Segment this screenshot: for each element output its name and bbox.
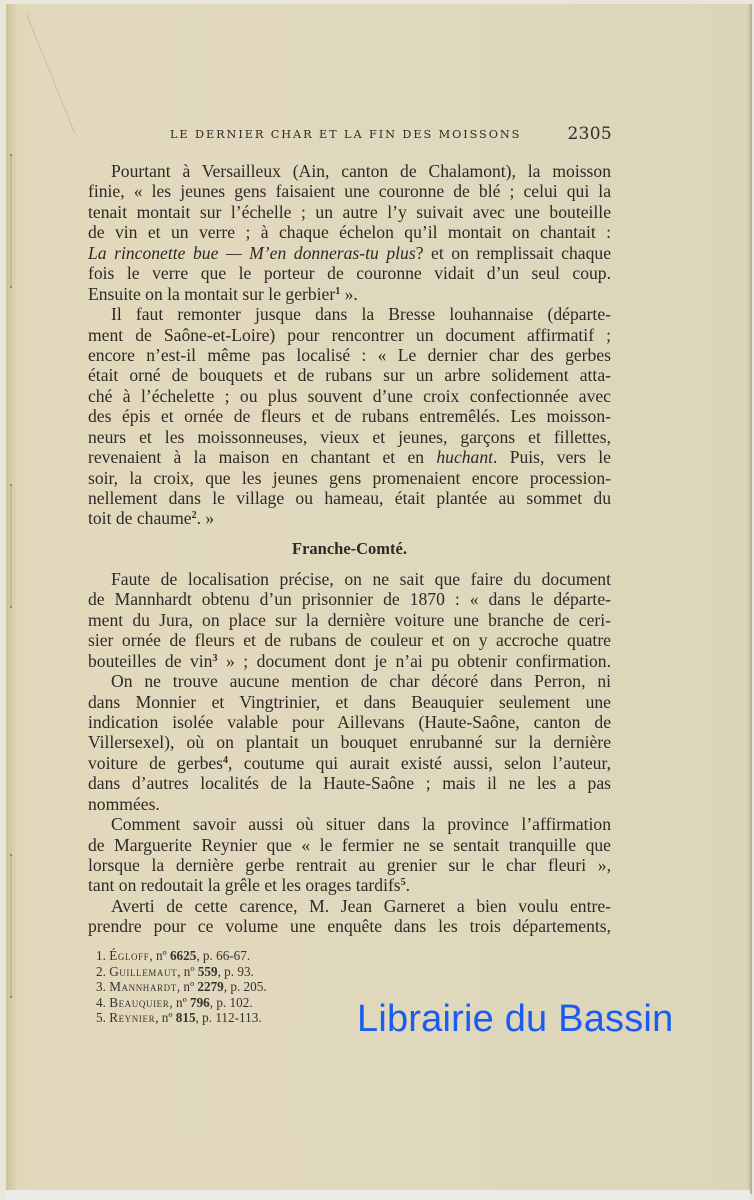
text-line: fois le verre que le porteur de couronne vidait d’un seul coup. (88, 263, 611, 284)
text-line: prendre pour ce volume une enquête dans les trois départements, (88, 916, 611, 937)
paragraphs-before-heading (88, 161, 611, 529)
text-line: tenait montait sur l’échelle ; un autre l’y suivait avec une bouteille (88, 201, 611, 222)
text-line: Villersexel), où on plantait un bouquet enrubanné sur la dernière (88, 732, 611, 753)
footnote-reference: 5 (400, 877, 406, 889)
footnote-number: 559 (197, 963, 218, 979)
footnote-author: Reynier (109, 1010, 156, 1026)
text-line: dans Monnier et Vingtrinier, et dans Beauquier seulement une (88, 691, 611, 712)
text-line: nellement dans le village ou hameau, était plantée au sommet du (88, 488, 611, 508)
italic-text: huchant (436, 447, 494, 468)
footnote-number: 2279 (197, 979, 224, 995)
text-line: était orné de bouquets et de rubans sur un arbre solidement atta- (88, 365, 611, 386)
text-line: sier ornée de fleurs et de rubans de couleur et on y accroche quatre (88, 630, 611, 651)
text-line: de vin et un verre ; à chaque échelon qu’il montait on chantait : (88, 222, 611, 243)
footnote-marker: 4. (96, 994, 110, 1010)
text-line: toit de chaume$^2$. » (88, 508, 215, 529)
text-line: ment du Jura, on place sur la dernière voiture une branche de ceri- (88, 609, 611, 630)
paragraphs-after-heading (88, 569, 611, 937)
text-line: nommées. (88, 793, 160, 814)
page-number: 2305 (567, 124, 612, 144)
text-line: tant on redoutait la grêle et les orages tardifs$^5$. (88, 875, 411, 896)
text-line: La rinconette bue — M’en donneras-tu plus? et on remplissait chaque (88, 242, 611, 263)
binding-stitch (10, 484, 12, 608)
footnote-item: 4. Beauquier, nº 796, p. 102. (96, 994, 253, 1010)
text-line: Comment savoir aussi où situer dans la province l’affirmation (111, 814, 611, 835)
text-line: Pourtant à Versailleux (Ain, canton de Chalamont), la moisson (111, 161, 611, 181)
text-line: revenaient à la maison en chantant et en huchant. Puis, vers le (88, 447, 611, 468)
text-line: voiture de gerbes$^4$, coutume qui aurait existé aussi, selon l’auteur, (88, 752, 612, 773)
text-line: Faute de localisation précise, on ne sait que faire du document (111, 568, 611, 589)
running-head-title: LE DERNIER CHAR ET LA FIN DES MOISSONS (170, 128, 522, 141)
text-line: bouteilles de vin$^3$ » ; document dont je n’ai pu obtenir confirmation. (88, 650, 611, 671)
footnote-author: Égloff (109, 948, 150, 963)
footnote-number: 6625 (169, 948, 197, 963)
text-line: neurs et les moissonneuses, vieux et jeunes, garçons et fillettes, (88, 426, 611, 447)
footnote-marker: 1. (96, 948, 110, 963)
text-line: de Marguerite Reynier que « le fermier ne se sentait tranquille que (88, 834, 611, 855)
body-text (88, 161, 611, 937)
text-line: finie, « les jeunes gens faisaient une couronne de blé ; celui qui la (88, 181, 611, 202)
text-line: indication isolée valable pour Aillevans (Haute-Saône, canton de (88, 711, 611, 732)
text-line: soir, la croix, que les jeunes gens promenaient encore procession- (88, 467, 611, 488)
footnote-reference: 3 (212, 652, 218, 664)
text-line: dans d’autres localités de la Haute-Saône ; mais il ne les a pas (88, 773, 611, 794)
footnote-item: 5. Reynier, nº 815, p. 112-113. (96, 1010, 262, 1026)
page-bottom-edge (6, 1190, 750, 1200)
text-line: de Mannhardt obtenu d’un prisonnier de 1870 : « dans le départe- (88, 589, 611, 610)
footnote-item: 2. Guillemaut, nº 559, p. 93. (96, 963, 254, 979)
text-line: ment de Saône-et-Loire) pour rencontrer un document affirmatif ; (88, 324, 611, 345)
footnote-author: Guillemaut (109, 963, 178, 979)
watermark-text: Librairie du Bassin (357, 998, 674, 1040)
footnote-marker: 2. (96, 963, 110, 979)
footnote-reference: 4 (223, 754, 229, 766)
text-line: lorsque la dernière gerbe rentrait au grenier sur le char fleuri », (88, 855, 611, 875)
text-line: On ne trouve aucune mention de char décoré dans Perron, ni (111, 671, 611, 692)
text-line: des épis et ornée de fleurs et de rubans entremêlés. Les moisson- (88, 406, 611, 427)
footnote-marker: 3. (96, 979, 110, 995)
footnote-item: 1. Égloff, nº 6625, p. 66-67. (96, 948, 251, 963)
footnote-number: 815 (175, 1010, 196, 1026)
footnote-number: 796 (189, 994, 210, 1010)
footnote-author: Beauquier (109, 994, 170, 1010)
footnote-reference: 1 (335, 285, 341, 297)
running-head (170, 124, 612, 148)
italic-text: La rinconette bue — M’en donneras-tu plus (88, 242, 416, 263)
text-line: Il faut remonter jusque dans la Bresse louhannaise (départe- (111, 304, 611, 325)
text-line: Averti de cette carence, M. Jean Garneret a bien voulu entre- (111, 895, 611, 916)
text-line: encore n’est-il même pas localisé : « Le dernier char des gerbes (88, 344, 611, 365)
footnote-item: 3. Mannhardt, nº 2279, p. 205. (96, 979, 267, 995)
footnote-author: Mannhardt (109, 979, 177, 995)
footnotes (96, 948, 267, 1026)
footnote-reference: 2 (191, 510, 197, 522)
footnote-marker: 5. (96, 1010, 110, 1026)
section-heading: Franche-Comté. (291, 538, 407, 558)
page-crease (26, 14, 135, 134)
binding-stitch (10, 154, 12, 288)
binding-stitch (10, 854, 12, 998)
text-line: ché à l’échelette ; ou plus souvent d’une croix confectionnée avec (88, 385, 611, 406)
text-line: Ensuite on la montait sur le gerbier$^1$ ». (88, 283, 358, 304)
